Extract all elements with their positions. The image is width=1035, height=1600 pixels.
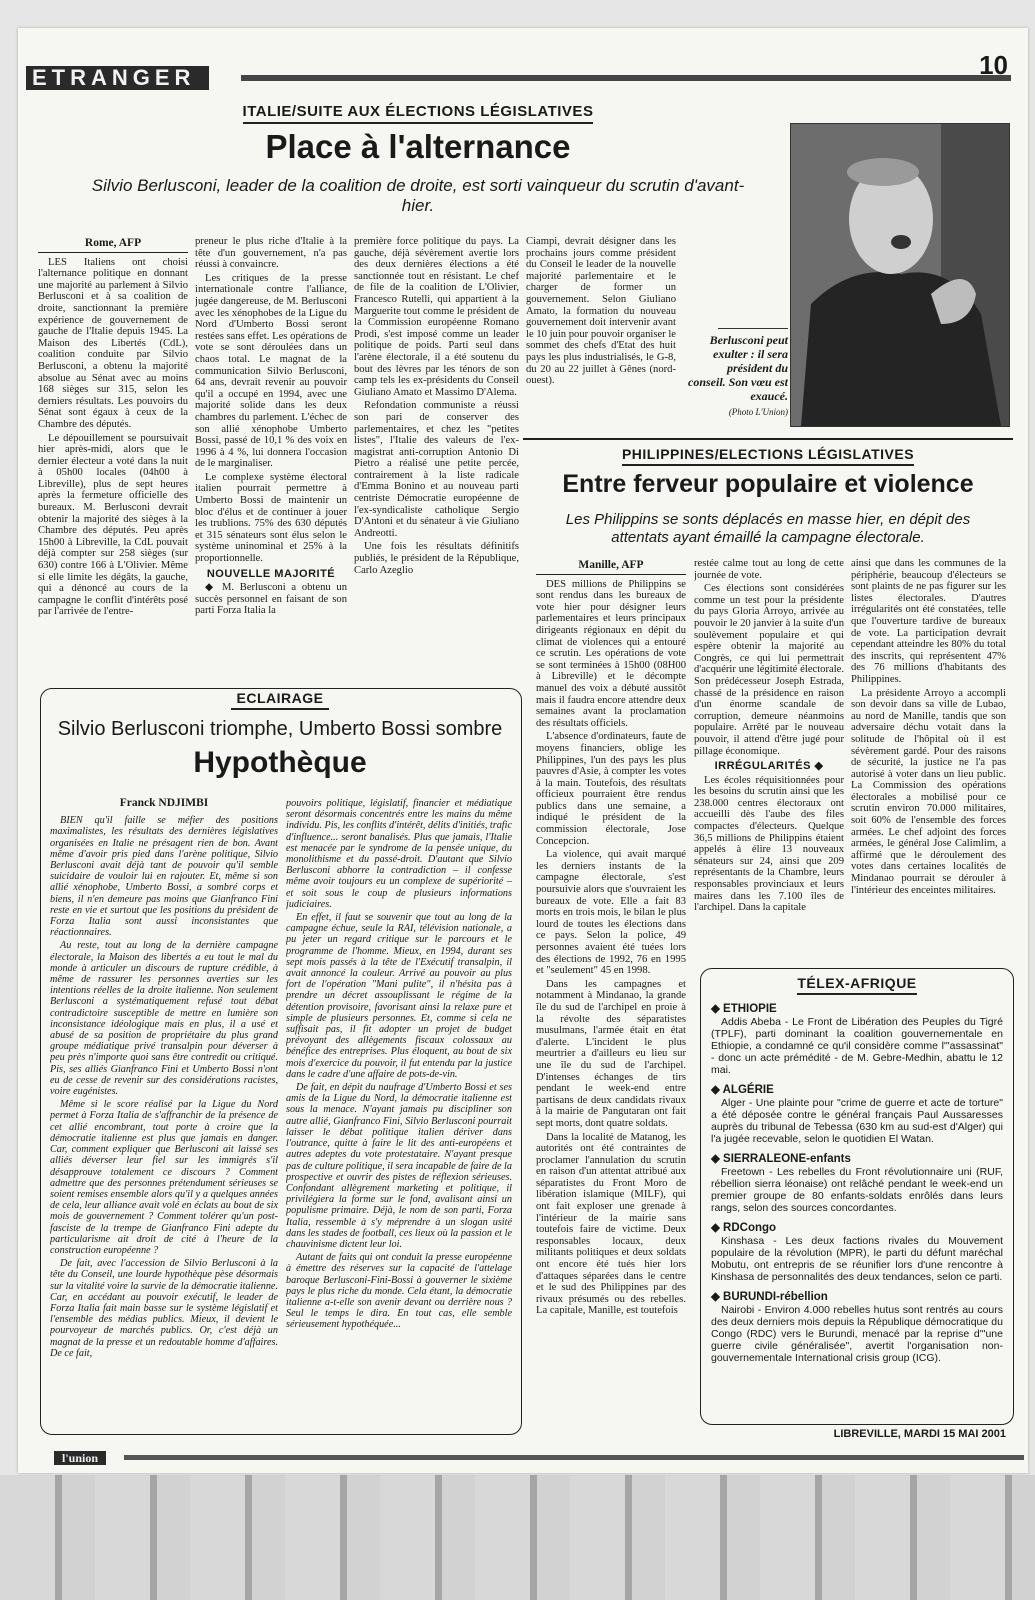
telex-title: TÉLEX-AFRIQUE [797,975,916,995]
paragraph: Une fois les résultats définitifs publiés, le président de la République, Carlo Azeglio [354,541,519,576]
footer-date: LIBREVILLE, MARDI 15 MAI 2001 [833,1428,1006,1440]
telex-text: Kinshasa - Les deux factions rivales du Mouvement populaire de la révolution (MPR), le parti du défunt maréchal Mobutu, ont entrepris de se réunifier lors d'une rencontre à Kinshasa de personnalités des deux tendances, selon ce parti. [711,1235,1003,1283]
telex-item [711,1220,1003,1283]
telex-item [711,1001,1003,1076]
paragraph: La présidente Arroyo a accompli son devoir dans sa ville de Lubao, au nord de Manille, tandis que son adversaire déchu votait dans la solitude de l'hôpital où il est sévèrement gardé. Pour des raisons de sécurité, la justice ne l'a pas autorisé à voter dans un lieu public. La Commission des opérations électorales a mobilisé pour ce scrutin environ 70.000 militaires, soit 60% de l'ensemble des forces armées. Le chef adjoint des forces armées, le général Jose Calimlim, a affirmé que le déroulement des votes dans certaines localités de Mindanao pourrait se dérouler à l'intérieur des enceintes militaires. [851,687,1006,896]
philippines-standfirst: Les Philippins se sonts déplacés en masse hier, en dépit des attentats ayant émaillé la campagne électorale. [565,511,971,546]
paragraph: DES millions de Philippins se sont rendus dans les bureaux de vote hier pour désigner leurs parlementaires et leurs principaux dirigeants régionaux en dépit du climat de violences qui a entouré ce scrutin. Les opérations de vote se sont terminées à 15h00 (08H00 à Libreville) et le décompte manuel des voix a débuté aussitôt mais il faudra encore attendre deux semaines avant la proclamation des résultats officiels. [536,578,686,729]
footer-rule [124,1455,1024,1460]
footer-brand: l'union [54,1451,106,1465]
paragraph: Dans la localité de Matanog, les autorités ont été contraintes de proclamer l'annulation du scrutin en raison d'un attentat attribué aux séparatistes du Front Moro de libération islamique (MILF), qui ont fait exploser une grenade à l'intérieur de la mairie sans toutefois faire de victime. Deux responsables locaux, deux militants politiques et deux soldats ont encore été tués hier lors d'attaques séparées dans le centre et le sud des Philippines par des rivaux présumés ou des rebelles. La capitale, Manille, est toutefois [536,1131,686,1317]
footer-bar [54,1451,1024,1465]
telex-country-name: ETHIOPIE [723,1003,777,1015]
telex-text: Freetown - Les rebelles du Front révolutionnaire uni (RUF, rébellion sierra léonaise) ont relâché pendant le week-end un premier groupe de 80 enfants-soldats enrôlés dans leurs rangs, selon des sources concordantes. [711,1166,1003,1214]
portrait-illustration [791,124,1009,426]
telex-country-name: SIERRALEONE-enfants [723,1153,851,1165]
section-rule [241,75,1011,81]
paragraph: En effet, il faut se souvenir que tout au long de la campagne échue, seule la RAI, télévision nationale, a pu jeter un regard critique sur le parcours et le programme de l'homme. Mieux, en 1994, durant ses sept mois passés à la tête de l'Exécutif transalpin, il avait annoncé la couleur. Arrivé au pouvoir au plus fort de l'opération "Mani pulite", il n'hésita pas à prendre un décret assouplissant le régime de la détention provisoire, favorisant ainsi la relaxe pure et simple de plusieurs personnes. Et, comme si cela ne suffisait pas, il fit adopter un projet de budget prévoyant des allègements fiscaux colossaux au bénéfice des entreprises. Plus éloquent, au bout de six mois d'exercice du pouvoir, il fut entendu par la justice dans le cadre d'une affaire de pots-de-vin. [286,912,512,1080]
eclairage-subtitle: Silvio Berlusconi triomphe, Umberto Bossi sombre [57,718,503,740]
page-number: 10 [979,50,1008,80]
telex-country: ◆ ETHIOPIE [711,1003,777,1015]
photo-caption-wrap [688,328,788,419]
philippines-column-1 [536,560,686,1410]
philippines-kicker: PHILIPPINES/ELECTIONS LÉGISLATIVES [622,446,914,466]
section-header [26,66,1011,90]
philippines-kicker-wrap [523,446,1013,466]
paragraph: Autant de faits qui ont conduit la presse européenne à émettre des réserves sur la capacité de l'attelage baroque Berlusconi-Fini-Bossi à gouverner le sixième pays le plus riche du monde. Cela étant, la démocratie italienne a-t-elle son avenir devant ou derrière nous ? Seul le temps le dira. En tout cas, elle semble sérieusement hypothéquée... [286,1252,512,1331]
italie-subhead: NOUVELLE MAJORITÉ [206,567,336,580]
paragraph: restée calme tout au long de cette journée de vote. [694,558,844,581]
paragraph: La violence, qui avait marqué les derniers instants de la campagne électorale, s'est poursuivie alors que s'ouvraient les bureaux de vote. Elle a fait 83 morts en trois mois, le bilan le plus lourd de toutes les élections dans ce pays. Selon la police, 49 personnes avaient été tuées lors des élections de 1992, 76 en 1995 et "seulement" 45 en 1998. [536,849,686,977]
background-shadow [0,1475,1035,1600]
telex-list [701,1001,1013,1364]
italie-standfirst: Silvio Berlusconi, leader de la coalition de droite, est sorti vainqueur du scrutin d'avant-hier. [91,176,745,215]
telex-text: Nairobi - Environ 4.000 rebelles hutus sont rentrés au cours des deux derniers mois depuis la République démocratique du Congo (RDC) vers le Burundi, menacé par la reprise d'"une guerre civile généralisée", avertit l'organisation non-gouvernementale International crisis group (ICG). [711,1304,1003,1364]
paragraph: BIEN qu'il faille se méfier des positions maximalistes, les résultats des dernières législatives organisées en Italie ne présagent rien de bon. Avant même d'avoir pris pied dans l'arène politique, Silvio Berlusconi avait déjà tant de pouvoir qu'il semble suicidaire de vouloir lui en rajouter. Et, même si son allié xénophobe, Umberto Bossi, a sombré corps et biens, il n'en demeure pas moins que Gianfranco Fini reste en vie et surtout que les positions du président de Forza Italia sont aussi inconsistantes que réactionnaires. [50,815,278,939]
paragraph: Les écoles réquisitionnées pour les besoins du scrutin ainsi que les 238.000 centres électoraux ont accueilli dès l'aube des files compactes d'électeurs. Quelque 36,5 millions de Philippins étaient appelés à élire 13 nouveaux sénateurs sur 24, ainsi que 209 représentants de la Chambre, leurs responsables provinciaux et leurs maires dans les 7.100 îles de l'archipel. Dans la capitale [694,774,844,914]
paragraph: De fait, en dépit du naufrage d'Umberto Bossi et ses amis de la Ligue du Nord, la démocratie italienne est sous la menace. N'ayant jamais pu discipliner son autre allié, Gianfranco Fini, Silvio Berlusconi pourrait laisser le débat politique italien dériver dans l'outrance, quitte à faire le lit des anti-européens et autres adeptes du vote protestataire. N'ayant presque pas de culture politique, il sera incapable de faire de la prospective et ouvrir des pistes de réflexion sérieuses. Confondant allègrement marketing et politique, il privilégiera la forme sur le fond, avalisant ainsi un populisme primaire. Déjà, le nom de son parti, Forza Italia, ressemble à s'y méprendre à un slogan usité dans les stades de football, ces lieux où la passion et le chauvinisme dictent leur loi. [286,1082,512,1250]
eclairage-kicker-wrap [40,690,520,710]
telex-text: Addis Abeba - Le Front de Libération des Peuples du Tigré (TPLF), parti dominant la coalition gouvernementale en Ethiopie, a condamné ce qu'il considère comme l'"assassinat" - donc un acte prémédité - de M. Gebre-Medhin, abattu le 12 mai. [711,1016,1003,1076]
caption-arrow-line [718,328,788,329]
eclairage-column-1 [50,798,278,1423]
paragraph: Le dépouillement se poursuivait hier après-midi, alors que le dernier électeur a voté dans la nuit à 05h00 locales (04h00 à Libreville), plus de sept heures après la fermeture officielle des bureaux. M. Berlusconi devrait obtenir la majorité des sièges à la Chambre des députés. Peu après 15h00 à Libreville, la CdL pouvait déjà compter sur 258 sièges (sur 630) contre 166 à L'Olivier. Même si elle limite les dégâts, la gauche, qui a dénoncé au cours de la campagne le conflit d'intérêts posé par l'arrivée de l'entre- [38,432,188,618]
paragraph: Au reste, tout au long de la dernière campagne électorale, la Maison des libertés a eu tout le mal du monde à articuler un discours de rupture crédible, à même de rassurer les personnes averties sur les intentions réelles de la droite italienne. Non seulement Berlusconi a systématiquement refusé tout débat contradictoire susceptible de mettre en lumière son inconsistance idéologique mais en plus, il a usé et abusé de sa position de propriétaire du plus grand groupe médiatique privé transalpin pour déverser à peu près n'importe quoi sans être contredit ou critiqué. Pis, ses alliés Gianfranco Fini et Umberto Bossi n'ont eu de cesse de revenir sur des considérations racistes, voire eugénistes. [50,940,278,1098]
eclairage-headline: Hypothèque [193,746,367,779]
paragraph: Les critiques de la presse internationale contre l'alliance, jugée dangereuse, de M. Berlusconi avec les xénophobes de la Ligue du Nord d'Umberto Bossi seront restées sans effet. Les opérations de vote se sont déroulées dans un chaos total. Le magnat de la communication Silvio Berlusconi, 64 ans, devrait revenir au pouvoir qu'il a occupé en 1994, avec une majorité solide dans les deux chambres du parlement. L'échec de son allié xénophobe Umberto Bossi, passé de 10,1 % des voix en 1996 à 4 %, lui donnera l'occasion de le marginaliser. [195,272,347,470]
telex-item [711,1082,1003,1145]
philippines-headline: Entre ferveur populaire et violence [562,470,974,498]
paragraph: Refondation communiste a réussi son pari de conserver des parlementaires, et chez les "petites listes", l'Italie des valeurs de l'ex-magistrat anti-corruption Antonio Di Pietro a réalisé une petite percée, contrairement à la liste radicale d'Emma Bonino et au nouveau parti centriste Démocratie européenne de l'ex-syndicaliste catholique Sergio D'Antoni et du sénateur à vie Giuliano Andreotti. [354,400,519,539]
photo-credit: (Photo L'Union) [728,407,788,417]
eclairage-column-2 [286,798,512,1423]
paragraph: Ciampi, devrait désigner dans les prochains jours comme président du Conseil le leader de la nouvelle majorité parlementaire et le charger de former un gouvernement. Selon Giuliano Amato, la formation du nouveau gouvernement doit intervenir avant le 10 juin pour pouvoir organiser le sommet des chefs d'Etat des huit pays les plus industrialisés, le G-8, du 20 au 22 juillet à Gênes (nord-ouest). [526,236,676,387]
paragraph: Même si le score réalisé par la Ligue du Nord permet à Forza Italia de s'affranchir de la présence de cet allié encombrant, tout porte à croire que la démocratie italienne est plus que jamais en danger. Car, comment expliquer que Berlusconi ait laissé ses alliés déverser leur fiel sur les immigrés s'il désapprouve totalement ce discours ? Comment admettre que des personnes prétendument sérieuses se soient remises ensemble alors qu'il y a quelques années de cela, leur alliance avait volé en éclats au bout de six mois de gouvernement ? Comment tolérer qu'un post-fasciste de la trempe de Gianfranco Fini adepte du particularisme ait droit de cité à l'heure de la construction européenne ? [50,1099,278,1256]
italie-dateline: Rome, AFP [38,238,188,253]
paragraph: De fait, avec l'accession de Silvio Berlusconi à la tête du Conseil, une lourde hypothèque pèse désormais sur la vitalité voire la survie de la démocratie italienne. Car, en accédant au pouvoir exécutif, le leader de Forza Italia fait main basse sur le système législatif et l'ensemble des médias publics. Mieux, il devient le pourvoyeur de marchés publics. Or, c'est déjà un magnat de la presse et un redoutable homme d'affaires. De ce fait, [50,1258,278,1359]
paragraph: preneur le plus riche d'Italie à la tête d'un gouvernement, n'a pas réussi à convaincre. [195,236,347,271]
telex-country-name: RDCongo [723,1222,777,1234]
paragraph: Dans les campagnes et notamment à Mindanao, la grande île du sud de l'archipel en proie à la révolte des séparatistes musulmans, l'armée était en état d'alerte. L'incident le plus meurtrier a d'ailleurs eu lieu sur une île du sud de l'archipel. D'intenses échanges de tirs pendant le week-end entre partisans de deux candidats rivaux à la mairie de Pangutaran ont fait sept morts, dont quatre soldats. [536,978,686,1129]
telex-country: ◆ SIERRALEONE-enfants [711,1153,851,1165]
paragraph: LES Italiens ont choisi l'alternance politique en donnant une majorité au parlement à Silvio Berlusconi et à sa coalition de droite, sanctionnant la première expérience de gouvernement de gauche de l'Italie depuis 1945. La Maison des Libertés (CdL), coalition conduite par Silvio Berlusconi, a obtenu la majorité absolue au Sénat avec au moins 168 sièges sur 315, selon les derniers résultats. Les pouvoirs du Sénat sont égaux à ceux de la Chambre des députés. [38,256,188,430]
italie-kicker: ITALIE/SUITE AUX ÉLECTIONS LÉGISLATIVES [243,103,594,124]
paragraph: Le complexe système électoral italien pourrait permettre à Umberto Bossi de maintenir un bloc d'élus et de continuer à jouer les trublions. 75% des 630 députés et 315 sénateurs sont élus selon le système uninominal et 25% à la proportionnelle. [195,471,347,565]
newspaper-page [18,28,1028,1473]
telex-country-name: BURUNDI-rébellion [723,1291,828,1303]
paragraph: L'absence d'ordinateurs, faute de moyens financiers, oblige les Philippines, l'un des pays les plus pauvres d'Asie, à compter les votes à la main. Toutefois, des résultats officieux pourraient être rendus publics dans une semaine, a indiqué le président de la commission électorale, Jose Concepcion. [536,731,686,847]
paragraph: pouvoirs politique, législatif, financier et médiatique seront désormais concentrés entre les mains du même individu. Pis, les conflits d'intérêt, délits d'initiés, trafic d'influence... seront banalisés. Plus que jamais, l'Italie est menacée par le syndrome de la pensée unique, du monolithisme et du passé-droit. D'autant que Silvio Berlusconi abhorre la contradiction – il confesse même avoir toujours eu un complexe de supériorité – et soit sous le coup de plusieurs informations judiciaires. [286,798,512,910]
telex-title-wrap [701,975,1013,995]
telex-box [700,968,1014,1425]
paragraph: ◆ M. Berlusconi a obtenu un succès personnel en faisant de son parti Forza Italia la [195,582,347,617]
telex-country-name: ALGÉRIE [722,1084,774,1096]
section-name: ETRANGER [26,66,209,90]
telex-country: ◆ RDCongo [711,1222,777,1234]
telex-text: Alger - Une plainte pour "crime de guerre et acte de torture" a été déposée contre le général français Paul Aussaresses auprès du tribunal de Tebessa (630 km au sud-est d'Alger) qui l'a jugée recevable, selon le quotidien El Watan. [711,1097,1003,1145]
philippines-column-2 [694,558,844,958]
paragraph: Ces élections sont considérées comme un test pour la présidente du pays Gloria Arroyo, arrivée au pouvoir le 20 janvier à la suite d'un soulèvement populaire et qui espère obtenir la majorité au Congrès, ce qui lui permettrait d'acquérir une légitimité électorale. Son prédécesseur Joseph Estrada, chassé de la présidence en raison d'un énorme scandale de corruption, demeure néanmoins populaire. Arrêté par le nouveau pouvoir, il attend d'être jugé pour pillage économique. [694,583,844,757]
italie-column-4 [526,236,676,436]
telex-item [711,1289,1003,1364]
italie-kicker-wrap [208,103,628,124]
telex-item [711,1151,1003,1214]
italie-column-3 [354,236,519,698]
eclairage-kicker: ECLAIRAGE [231,690,330,710]
photo-caption: Berlusconi peut exulter : il sera président du conseil. Son vœu est exaucé. [688,333,789,403]
italie-headline: Place à l'alternance [265,128,571,165]
divider [523,438,1013,440]
italie-column-1 [38,238,188,698]
philippines-column-3 [851,558,1006,958]
telex-country: ◆ ALGÉRIE [711,1084,774,1096]
philippines-dateline: Manille, AFP [536,560,686,575]
italie-column-2 [195,236,347,698]
eclairage-byline: Franck NDJIMBI [119,798,209,809]
paragraph: ainsi que dans les communes de la périphérie, beaucoup d'électeurs se sont plaints de ne pas figurer sur les listes électorales. D'autres irrégularités ont été constatées, telle que l'ouverture tardive de bureaux de vote. La participation devrait cependant atteindre les 80% du total des inscrits, qui représentent 47% des 76 millions d'habitants des Philippines. [851,558,1006,685]
paragraph: première force politique du pays. La gauche, déjà sévèrement avertie lors des deux dernières élections a été sanctionnée tout en résistant. Le chef de file de la coalition de L'Olivier, Francesco Rutelli, qui appartient à la Marguerite tout comme le président de la Commission européenne Romano Prodi, s'est imposé comme un leader politique de poids. Parti seul dans l'arène électorale, il a été soutenu du bout des lèvres par les ténors de son camp tels les ex-présidents du Conseil Giuliano Amato et Massimo D'Alema. [354,236,519,398]
berlusconi-photo [790,123,1010,427]
philippines-subhead: IRRÉGULARITÉS ◆ [714,760,824,773]
telex-country: ◆ BURUNDI-rébellion [711,1291,828,1303]
